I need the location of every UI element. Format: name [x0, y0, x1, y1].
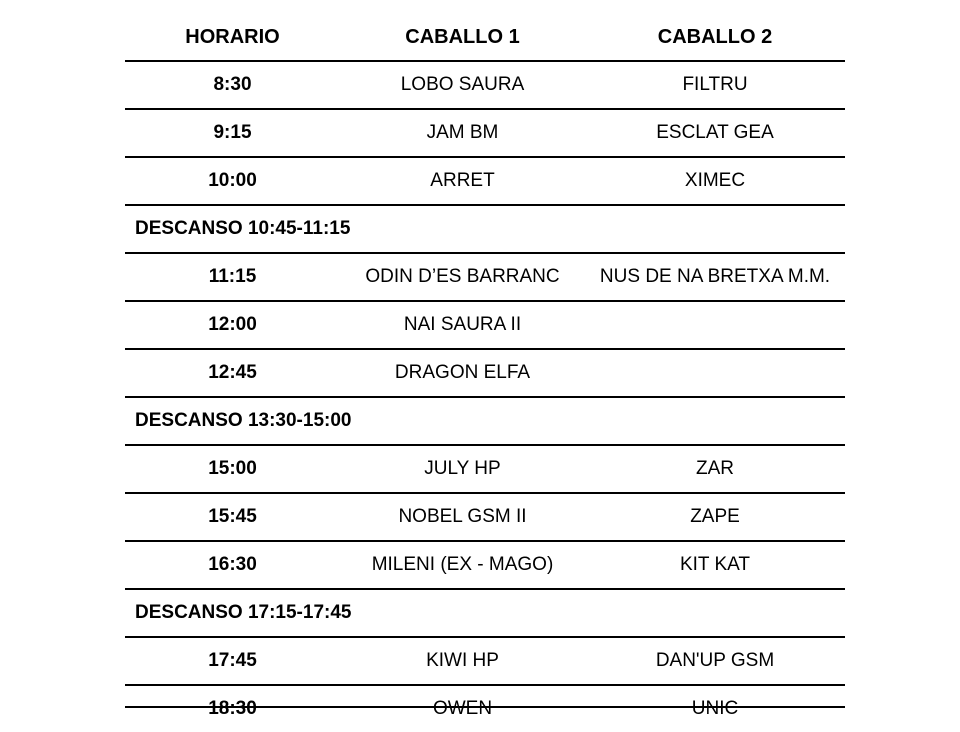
schedule-table-body — [125, 14, 845, 732]
race-horse-2: FILTRU — [585, 61, 845, 109]
race-horse-2: ZAR — [585, 445, 845, 493]
race-horse-2: UNIC — [585, 685, 845, 732]
race-horse-1: MILENI (EX - MAGO) — [340, 541, 585, 589]
race-horse-1: NAI SAURA II — [340, 301, 585, 349]
break-label: DESCANSO 10:45-11:15 — [125, 205, 845, 253]
race-horse-2: ESCLAT GEA — [585, 109, 845, 157]
table-row — [125, 541, 845, 589]
race-horse-2 — [585, 349, 845, 397]
table-row — [125, 349, 845, 397]
race-horse-1: OWEN — [340, 685, 585, 732]
header-horario: HORARIO — [185, 26, 280, 48]
break-row — [125, 205, 845, 253]
race-horse-1: LOBO SAURA — [340, 61, 585, 109]
race-horse-2 — [585, 301, 845, 349]
race-time: 15:45 — [125, 493, 340, 541]
race-time: 12:00 — [125, 301, 340, 349]
table-row — [125, 445, 845, 493]
table-row — [125, 685, 845, 732]
table-header-row — [125, 14, 845, 61]
race-horse-1: DRAGON ELFA — [340, 349, 585, 397]
race-horse-1: NOBEL GSM II — [340, 493, 585, 541]
table-row — [125, 493, 845, 541]
table-row — [125, 301, 845, 349]
race-horse-2: NUS DE NA BRETXA M.M. — [585, 253, 845, 301]
race-horse-2: ZAPE — [585, 493, 845, 541]
table-row — [125, 157, 845, 205]
race-time: 9:15 — [125, 109, 340, 157]
table-row — [125, 109, 845, 157]
header-caballo-1: CABALLO 1 — [405, 26, 520, 48]
race-time: 11:15 — [125, 253, 340, 301]
break-label: DESCANSO 13:30-15:00 — [125, 397, 845, 445]
race-time: 12:45 — [125, 349, 340, 397]
table-bottom-border — [125, 706, 845, 708]
table-row — [125, 61, 845, 109]
race-horse-2: DAN'UP GSM — [585, 637, 845, 685]
race-horse-1: ODIN D’ES BARRANC — [340, 253, 585, 301]
table-row — [125, 637, 845, 685]
table-row — [125, 253, 845, 301]
schedule-table — [125, 14, 845, 732]
race-time: 16:30 — [125, 541, 340, 589]
race-horse-2: XIMEC — [585, 157, 845, 205]
header-caballo-2: CABALLO 2 — [657, 26, 773, 48]
break-row — [125, 397, 845, 445]
race-time: 10:00 — [125, 157, 340, 205]
break-row — [125, 589, 845, 637]
race-horse-1: ARRET — [340, 157, 585, 205]
race-time: 15:00 — [125, 445, 340, 493]
race-time: 18:30 — [125, 685, 340, 732]
race-horse-2: KIT KAT — [585, 541, 845, 589]
race-time: 8:30 — [125, 61, 340, 109]
race-horse-1: JAM BM — [340, 109, 585, 157]
race-time: 17:45 — [125, 637, 340, 685]
break-label: DESCANSO 17:15-17:45 — [125, 589, 845, 637]
race-horse-1: JULY HP — [340, 445, 585, 493]
race-horse-1: KIWI HP — [340, 637, 585, 685]
